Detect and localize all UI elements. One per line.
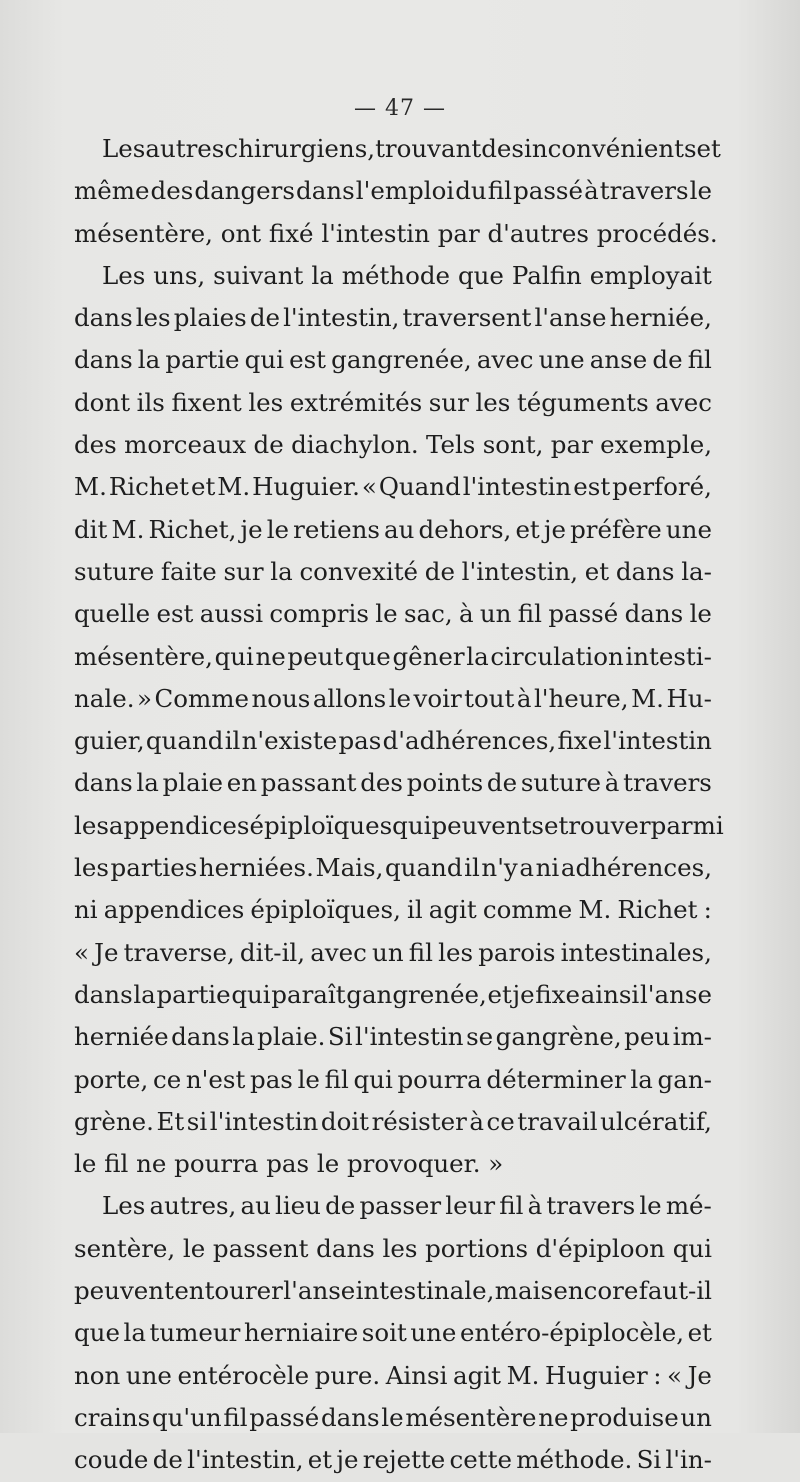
page-number: — 47 — [354, 96, 446, 121]
text-line: dans la plaie en passant des points de suture à travers [74, 768, 712, 798]
text-line: suture faite sur la convexité de l'intestin, et dans la- [74, 556, 712, 586]
text-line: coude de l'intestin, et je rejette cette méthode. Si l'in- [74, 1445, 712, 1475]
text-line: ni appendices épiploïques, il agit comme M. Richet : [74, 895, 712, 925]
text-line: les parties herniées. Mais, quand il n'y a ni adhérences, [74, 853, 712, 883]
text-line: peuvent entourer l'anse intestinale, mais encore faut-il [74, 1276, 712, 1306]
text-line: Les autres chirurgiens, trouvant des inconvénients et [102, 134, 721, 163]
text-line: guier, quand il n'existe pas d'adhérences, fixe l'intestin [74, 726, 712, 756]
text-line: que la tumeur herniaire soit une entéro-épiplocèle, et [74, 1318, 712, 1348]
text-line: herniée dans la plaie. Si l'intestin se gangrène, peu im- [74, 1022, 712, 1052]
text-line: le fil ne pourra pas le provoquer. » [74, 1149, 504, 1179]
text-line: dans la partie qui est gangrenée, avec une anse de fil [74, 345, 712, 375]
text-line: crains qu'un fil passé dans le mésentère ne produise un [74, 1402, 712, 1432]
text-line: mésentère, ont fixé l'intestin par d'autres procédés. [74, 218, 718, 248]
text-line: nale. » Comme nous allons le voir tout à l'heure, M. Hu- [74, 683, 712, 713]
text-line: les appendices épiploïques qui peuvent se trouver parmi [74, 810, 724, 840]
text-line: mésentère, qui ne peut que gêner la circulation intesti- [74, 641, 712, 671]
text-line: non une entérocèle pure. Ainsi agit M. Huguier : « Je [74, 1360, 712, 1390]
text-line: Les uns, suivant la méthode que Palfin employait [102, 260, 712, 290]
text-line: même des dangers dans l'emploi du fil passé à travers le [74, 176, 712, 206]
text-line: des morceaux de diachylon. Tels sont, par exemple, [74, 430, 712, 460]
text-line: dans la partie qui paraît gangrenée, et je fixe ainsi l'anse [74, 979, 712, 1009]
text-line: grène. Et si l'intestin doit résister à ce travail ulcératif, [74, 1106, 712, 1136]
text-line: M. Richet et M. Huguier. « Quand l'intestin est perforé, [74, 472, 712, 502]
body-text [74, 128, 724, 1482]
text-line: « Je traverse, dit-il, avec un fil les parois intestinales, [74, 937, 712, 967]
text-line: dit M. Richet, je le retiens au dehors, et je préfère une [74, 514, 712, 544]
text-line: dont ils fixent les extrémités sur les téguments avec [74, 387, 712, 417]
text-line: sentère, le passent dans les portions d'épiploon qui [74, 1233, 712, 1263]
text-line: dans les plaies de l'intestin, traversent l'anse herniée, [74, 303, 712, 333]
text-line: porte, ce n'est pas le fil qui pourra déterminer la gan- [74, 1064, 712, 1094]
text-line: Les autres, au lieu de passer leur fil à travers le mé- [102, 1191, 712, 1221]
text-line: quelle est aussi compris le sac, à un fil passé dans le [74, 599, 712, 629]
